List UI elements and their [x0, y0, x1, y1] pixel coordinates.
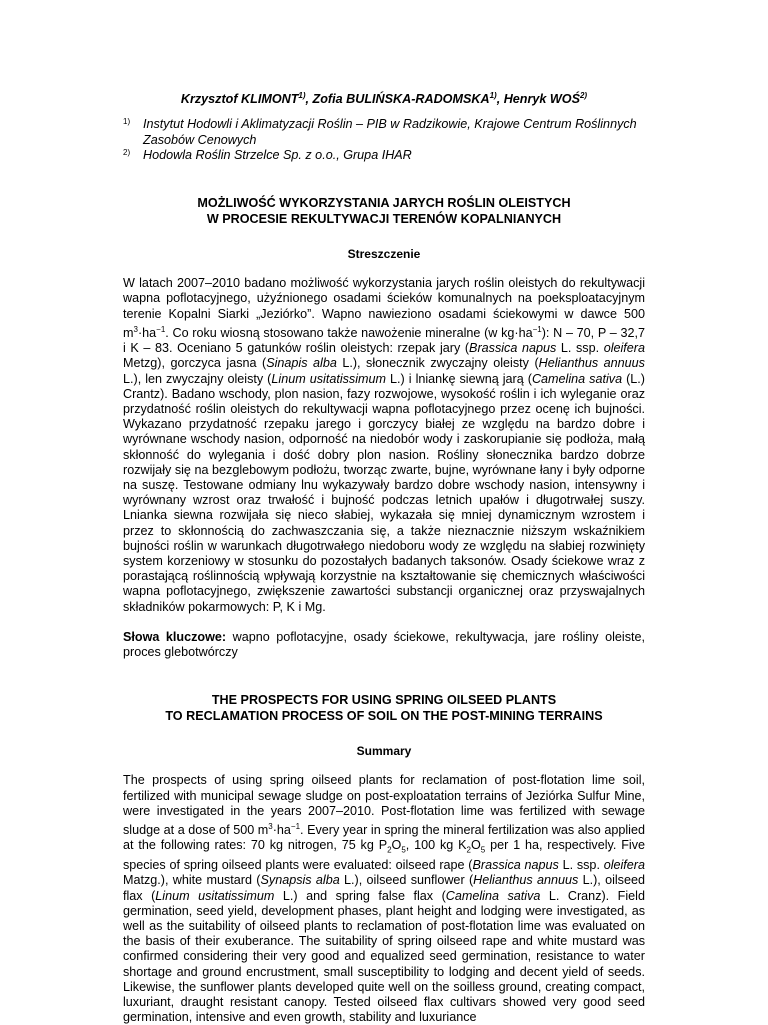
- keywords-text: wapno poflotacyjne, osady ściekowe, rekultywacja, jare rośliny oleiste, proces glebotwórczy: [123, 629, 646, 660]
- affiliation-1-text: Instytut Hodowli i Aklimatyzacji Roślin – PIB w Radzikowie, Krajowe Centrum Roślinnych Zasobów Cenowych: [143, 117, 637, 147]
- abstract-polish: W latach 2007–2010 badano możliwość wykorzystania jarych roślin oleistych do rekultywacji wapna poflotacyjnego, użyźnionego osadami ścieków komunalnych na poeksploatacyjnym terenie Kopalni Siarki „Jeziórko”. Wapno nawieziono osadami ściekowymi w dawce 500 $m^3\cdot ha^{-1}$. Co roku wiosną stosowano także nawożenie mineralne (w $kg\cdot ha^{-1}$): N – 70, P – 32,7 i K – 83. Oceniano 5 gatunków roślin oleistych: rzepak jary (Brassica napus L. ssp. oleifera Metzg), gorczyca jasna (Sinapis alba L.), słonecznik zwyczajny oleisty (Helianthus annuus L.), len zwyczajny oleisty (Linum usitatissimum L.) i lniankę siewną jarą (Camelina sativa (L.) Crantz). Badano wschody, plon nasion, fazy rozwojowe, wysokość roślin i ich wyleganie oraz przydatność roślin oleistych do rekultywacji wapna poflotacyjnego przez ocenę ich bujności. Wykazano przydatność rzepaku jarego i gorczycy białej ze względu na bardzo dobre i wyrównane wschody nasion, odporność na niedobór wody i zaskorupianie się podłoża, małą skłonność do wylegania i dość dobry plon nasion. Rośliny słonecznika bardzo dobrze rozwijały się na bezglebowym podłożu, tworząc zwarte, bujne, wyrównane łany i były odporne na suszę. Testowane odmiany lnu wykazywały bardzo dobre wschody nasion, intensywny i wyrównany wzrost oraz trwałość i bujność podczas letnich upałów i długotrwałej suszy. Lnianka siewna rozwijała się nieco słabiej, wykazała się mniej dynamicznym wzrostem i przez to skłonnością do zachwaszczania się, a także nieznacznie niższym wskaźnikiem bujności roślin w warunkach długotrwałego niedoboru wody ze względu na słabiej rozwinięty system korzeniowy w stosunku do pozostałych badanych taksonów. Osady ściekowe wraz z porastającą roślinnością wpływają korzystnie na kształtowanie się chemicznych właściwości wapna poflotacyjnego, zwiększenie zawartości substancji organicznej oraz przyswajalnych składników pokarmowych: P, K i Mg.: [123, 276, 645, 614]
- author-2-affil: 1): [489, 91, 497, 100]
- author-1-affil: 1): [298, 91, 306, 100]
- affiliations: [123, 117, 645, 163]
- author-1: Krzysztof KLIMONT: [180, 92, 299, 107]
- keywords-label: Słowa kluczowe:: [123, 629, 227, 644]
- title-polish: [123, 195, 645, 227]
- title-english: [123, 692, 645, 724]
- title-polish-line-2: W PROCESIE REKULTYWACJI TERENÓW KOPALNIANYCH: [206, 212, 562, 226]
- author-2: Zofia BULIŃSKA-RADOMSKA: [312, 92, 490, 107]
- abstract-heading-english: Summary: [356, 744, 412, 759]
- author-3: Henryk WOŚ: [503, 92, 580, 107]
- author-line: Krzysztof KLIMONT$^{1)}$, Zofia BULIŃSKA-RADOMSKA$^{1)}$, Henryk WOŚ$^{2)}$: [180, 91, 588, 107]
- abstract-heading-polish: Streszczenie: [347, 247, 421, 261]
- title-english-line-2: TO RECLAMATION PROCESS OF SOIL ON THE POST-MINING TERRAINS: [165, 709, 603, 724]
- author-3-affil: 2): [579, 91, 588, 100]
- affiliation-2-text: Hodowla Roślin Strzelce Sp. z o.o., Grupa IHAR: [143, 147, 412, 162]
- affiliation-1-number: 1): [123, 117, 131, 127]
- abstract-english: The prospects of using spring oilseed plants for reclamation of post-flotation lime soil, fertilized with municipal sewage sludge on post-exploatation terrains of Jeziórka Sulfur Mine, were investigated in the years 2007–2010. Post-flotation lime was fertilized with sewage sludge at a dose of 500 $m^3\cdot ha^{-1}$. Every year in spring the mineral fertilization was also applied at the following rates: 70 kg nitrogen, 75 kg $P_2O_5$, 100 kg $K_2O_5$ per 1 ha, respectively. Five species of spring oilseed plants were evaluated: oilseed rape (Brassica napus L. ssp. oleifera Matzg.), white mustard (Synapsis alba L.), oilseed sunflower (Helianthus annuus L.), oilseed flax (Linum usitatissimum L.) and spring false flax (Camelina sativa L. Cranz). Field germination, seed yield, development phases, plant height and lodging were investigated, as well as the suitability of oilseed plants to reclamation of post-flotation lime was evaluated on the basis of their exuberance. The suitability of spring oilseed rape and white mustard was confirmed considering their very good and equalized seed germination, resistance to water shortage and ground encrustment, small susceptibility to lodging and decent yield of seeds. Likewise, the sunflower plants developed quite well on the soilless ground, creating compact, luxuriant, draught resistant canopy. Tested oilseed flax cultivars showed very good seed germination, intensive and even growth, stability and luxuriance: [123, 773, 645, 1025]
- affiliation-2: [123, 148, 645, 163]
- affiliation-1: [123, 117, 645, 147]
- keywords-polish: [123, 630, 645, 660]
- affiliation-2-number: 2): [123, 147, 131, 157]
- title-polish-line-1: MOŻLIWOŚĆ WYKORZYSTANIA JARYCH ROŚLIN OLEISTYCH: [197, 196, 571, 210]
- title-english-line-1: THE PROSPECTS FOR USING SPRING OILSEED PLANTS: [211, 693, 557, 708]
